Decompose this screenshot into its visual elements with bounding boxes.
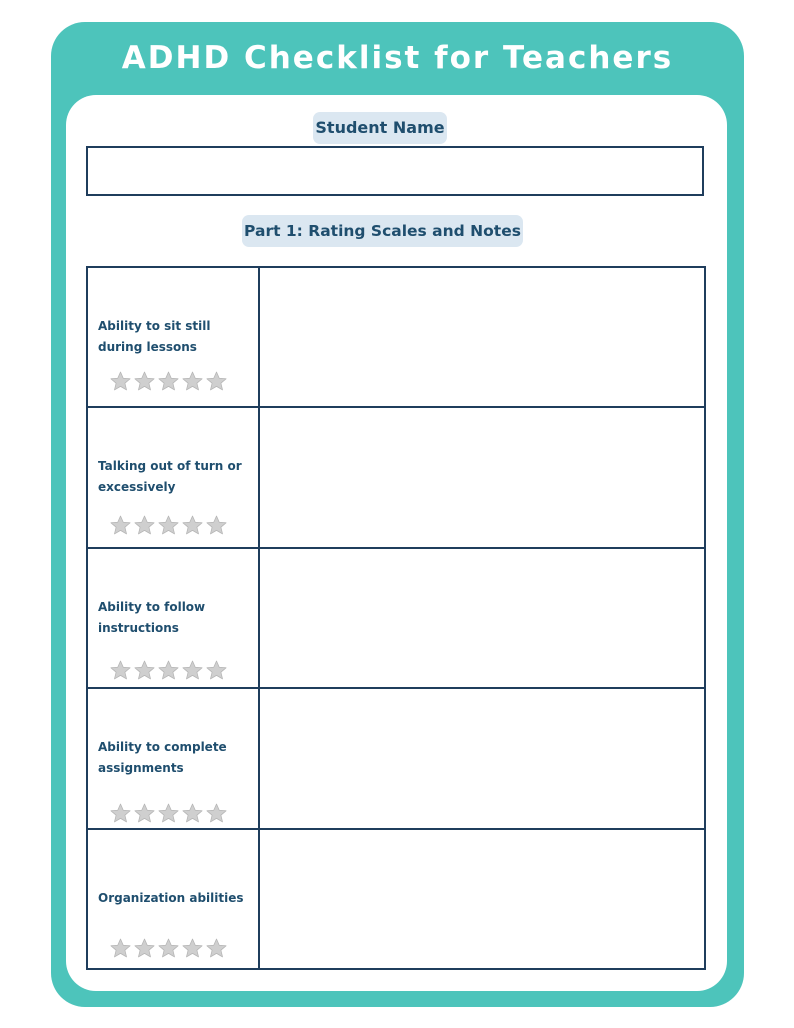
student-name-label: Student Name	[313, 112, 447, 144]
star-icon[interactable]	[205, 659, 228, 681]
item-label: Ability to follow instructions	[98, 599, 206, 635]
star-icon[interactable]	[181, 937, 204, 959]
star-icon[interactable]	[133, 370, 156, 392]
star-icon[interactable]	[181, 659, 204, 681]
star-icon[interactable]	[133, 659, 156, 681]
star-icon[interactable]	[109, 659, 132, 681]
star-rating[interactable]	[109, 370, 228, 392]
star-icon[interactable]	[157, 514, 180, 536]
item-cell	[88, 268, 260, 406]
item-cell	[88, 689, 260, 827]
star-icon[interactable]	[181, 514, 204, 536]
star-rating[interactable]	[109, 659, 228, 681]
rating-table	[86, 266, 706, 970]
page-title: ADHD Checklist for Teachers	[121, 40, 674, 76]
notes-cell[interactable]	[260, 830, 706, 968]
star-icon[interactable]	[109, 514, 132, 536]
item-label: Organization abilities	[98, 890, 244, 905]
part1-heading: Part 1: Rating Scales and Notes	[242, 215, 523, 247]
star-icon[interactable]	[205, 802, 228, 824]
item-label: Talking out of turn or excessively	[98, 459, 242, 495]
notes-cell[interactable]	[260, 549, 706, 687]
item-label: Ability to complete assignments	[98, 740, 227, 776]
star-icon[interactable]	[109, 802, 132, 824]
star-icon[interactable]	[109, 370, 132, 392]
table-row	[88, 549, 706, 689]
star-rating[interactable]	[109, 514, 228, 536]
notes-cell[interactable]	[260, 689, 706, 827]
star-icon[interactable]	[133, 514, 156, 536]
item-label: Ability to sit still during lessons	[98, 319, 211, 354]
table-row	[88, 689, 706, 829]
star-rating[interactable]	[109, 937, 228, 959]
star-icon[interactable]	[133, 802, 156, 824]
star-icon[interactable]	[109, 937, 132, 959]
star-icon[interactable]	[181, 370, 204, 392]
item-cell	[88, 830, 260, 968]
star-icon[interactable]	[205, 937, 228, 959]
star-icon[interactable]	[133, 937, 156, 959]
star-icon[interactable]	[157, 370, 180, 392]
star-icon[interactable]	[157, 937, 180, 959]
notes-cell[interactable]	[260, 408, 706, 546]
notes-cell[interactable]	[260, 268, 706, 406]
table-row	[88, 408, 706, 548]
star-icon[interactable]	[205, 370, 228, 392]
item-cell	[88, 549, 260, 687]
table-row	[88, 830, 706, 970]
star-icon[interactable]	[205, 514, 228, 536]
table-row	[88, 268, 706, 408]
star-icon[interactable]	[157, 659, 180, 681]
star-rating[interactable]	[109, 802, 228, 824]
star-icon[interactable]	[157, 802, 180, 824]
item-cell	[88, 408, 260, 546]
student-name-field[interactable]	[86, 146, 704, 196]
star-icon[interactable]	[181, 802, 204, 824]
